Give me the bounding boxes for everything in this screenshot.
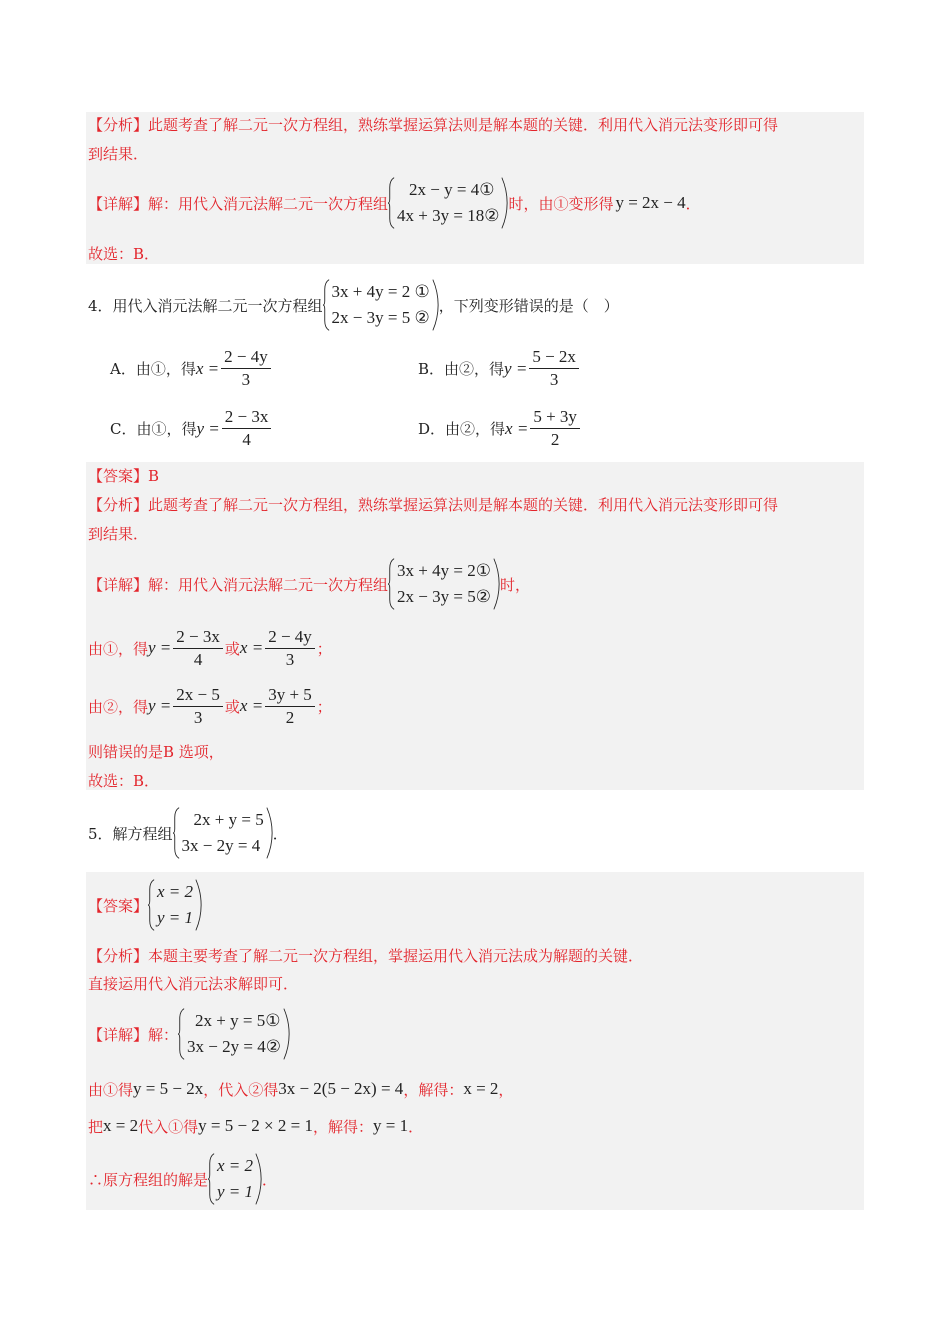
q4-option-d[interactable] — [418, 406, 582, 451]
right-paren-icon — [283, 1004, 290, 1064]
q4-detail-prefix: 【详解】解：用代入消元法解二元一次方程组 — [88, 575, 389, 594]
left-brace-icon — [208, 1149, 215, 1209]
q4-answer: 【答案】B — [88, 467, 160, 485]
q5-stem-prefix: 5．解方程组 — [88, 824, 173, 843]
q4-choice: 故选：B． — [88, 772, 160, 790]
q4-option-c-var: y = — [196, 418, 220, 438]
q4-option-b-fraction: $\frac{5 - 2x}{3}$ — [529, 346, 579, 391]
q5-answer — [88, 874, 202, 936]
q4-option-a-var: x = — [195, 358, 220, 378]
q3-analysis-cont: 到结果． — [88, 145, 149, 163]
q5-answer-system: x = 2 y = 1 — [148, 875, 202, 935]
fraction: $\frac{3y + 5}{2}$ — [265, 684, 315, 729]
q5-sol-equation-system — [178, 1004, 290, 1064]
q4-option-b-label: B．由②，得 — [418, 360, 505, 378]
q4-derivation-2: 由②，得 y = $\frac{2x - 5}{3}$ 或 x = $\frac{3y + 5}{2}$ ； — [88, 684, 332, 727]
q5-analysis: 【分析】本题主要考查了解二元一次方程组，掌握运用代入消元法成为解题的关键． — [88, 947, 644, 965]
q3-result-end: ． — [685, 194, 701, 213]
q5-step-1: 由①得 y = 5 − 2x ，代入②得 3x − 2(5 − 2x) = 4 ，解得： x = 2 ， — [88, 1079, 514, 1099]
q4-equation-system — [323, 275, 439, 335]
q4-stem-suffix: ，下列变形错误的是（ ） — [438, 296, 619, 315]
q5-system-eq2: 3x − 2y = 4 — [181, 836, 261, 855]
q3-system-eq2: 4x + 3y = 18② — [397, 206, 500, 225]
left-brace-icon — [388, 173, 395, 233]
q5-answer-label: 【答案】 — [88, 896, 149, 915]
q4-system-eq1: 3x + 4y = 2 ① — [331, 282, 430, 301]
fraction: $\frac{2x - 5}{3}$ — [173, 684, 223, 729]
right-paren-icon — [501, 173, 508, 233]
right-paren-icon — [255, 1149, 262, 1209]
q4-option-b-var: y = — [504, 358, 528, 378]
q4-detail-line — [88, 553, 530, 615]
right-paren-icon — [266, 803, 273, 863]
q5-detail-prefix: 【详解】解： — [88, 1025, 179, 1044]
q5-equation-system — [173, 803, 273, 863]
q5-conclusion-system: x = 2 y = 1 — [208, 1149, 262, 1209]
q3-detail-line — [88, 172, 701, 234]
fraction: $\frac{2 - 3x}{4}$ — [173, 626, 223, 671]
q4-option-c[interactable] — [110, 406, 273, 451]
q4-option-a-fraction: $\frac{2 - 4y}{3}$ — [221, 346, 271, 391]
q4-system-eq2: 2x − 3y = 5 ② — [331, 308, 430, 327]
q4-option-c-label: C．由①，得 — [110, 420, 197, 438]
q4-wrong-option: 则错误的是B 选项， — [88, 743, 224, 761]
q3-detail-prefix: 【详解】解：用代入消元法解二元一次方程组 — [88, 194, 389, 213]
q4-detail-suffix: 时， — [499, 575, 530, 594]
q5-sol-eq1: 2x + y = 5① — [195, 1011, 281, 1030]
q5-conclusion — [88, 1148, 277, 1210]
left-brace-icon — [323, 275, 330, 335]
q5-stem — [88, 802, 288, 864]
right-paren-icon — [493, 554, 500, 614]
q4-option-d-var: x = — [505, 418, 529, 438]
left-brace-icon — [148, 875, 155, 935]
q3-choice: 故选：B． — [88, 245, 160, 263]
q4-analysis: 【分析】此题考查了解二元一次方程组，熟练掌握运算法则是解本题的关键．利用代入消元法变形即可得 — [88, 496, 779, 514]
q4-analysis-cont: 到结果． — [88, 525, 149, 543]
q4-option-c-fraction: $\frac{2 - 3x}{4}$ — [222, 406, 272, 451]
q5-analysis-cont: 直接运用代入消元法求解即可． — [88, 975, 299, 993]
q4-option-d-fraction: $\frac{5 + 3y}{2}$ — [530, 406, 580, 451]
q5-sol-eq2: 3x − 2y = 4② — [187, 1037, 281, 1056]
q5-detail-line — [88, 1003, 290, 1065]
q5-stem-suffix: ． — [272, 824, 288, 843]
q4-stem — [88, 274, 619, 336]
q4-stem-prefix: 4．用代入消元法解二元一次方程组 — [88, 296, 323, 315]
left-brace-icon — [178, 1004, 185, 1064]
left-brace-icon — [388, 554, 395, 614]
q3-equation-system — [388, 173, 508, 233]
q3-analysis: 【分析】此题考查了解二元一次方程组，熟练掌握运算法则是解本题的关键．利用代入消元法变形即可得 — [88, 116, 779, 134]
q4-sol-eq1: 3x + 4y = 2① — [397, 561, 491, 580]
q3-result: y = 2x − 4 — [615, 193, 686, 212]
q4-option-a[interactable] — [110, 346, 273, 391]
q5-step-2: 把 x = 2 代入①得 y = 5 − 2 × 2 = 1 ，解得： y = 1 ． — [88, 1116, 424, 1136]
q4-option-b[interactable] — [418, 346, 581, 391]
left-brace-icon — [173, 803, 180, 863]
right-paren-icon — [432, 275, 439, 335]
q4-derivation-1: 由①，得 y = $\frac{2 - 3x}{4}$ 或 x = $\frac{2 - 4y}{3}$ ； — [88, 626, 332, 669]
q5-conclusion-prefix: ∴原方程组的解是 — [88, 1170, 209, 1189]
right-paren-icon — [195, 875, 202, 935]
q4-option-a-label: A．由①，得 — [110, 360, 196, 378]
q4-sol-eq2: 2x − 3y = 5② — [397, 587, 491, 606]
q4-sol-equation-system — [388, 554, 500, 614]
q5-system-eq1: 2x + y = 5 — [193, 810, 264, 829]
q4-option-d-label: D．由②，得 — [418, 420, 506, 438]
fraction: $\frac{2 - 4y}{3}$ — [265, 626, 315, 671]
q3-system-eq1: 2x − y = 4① — [409, 180, 495, 199]
q3-detail-suffix: 时，由①变形得 — [508, 194, 614, 213]
q5-conclusion-end: ． — [262, 1170, 278, 1189]
